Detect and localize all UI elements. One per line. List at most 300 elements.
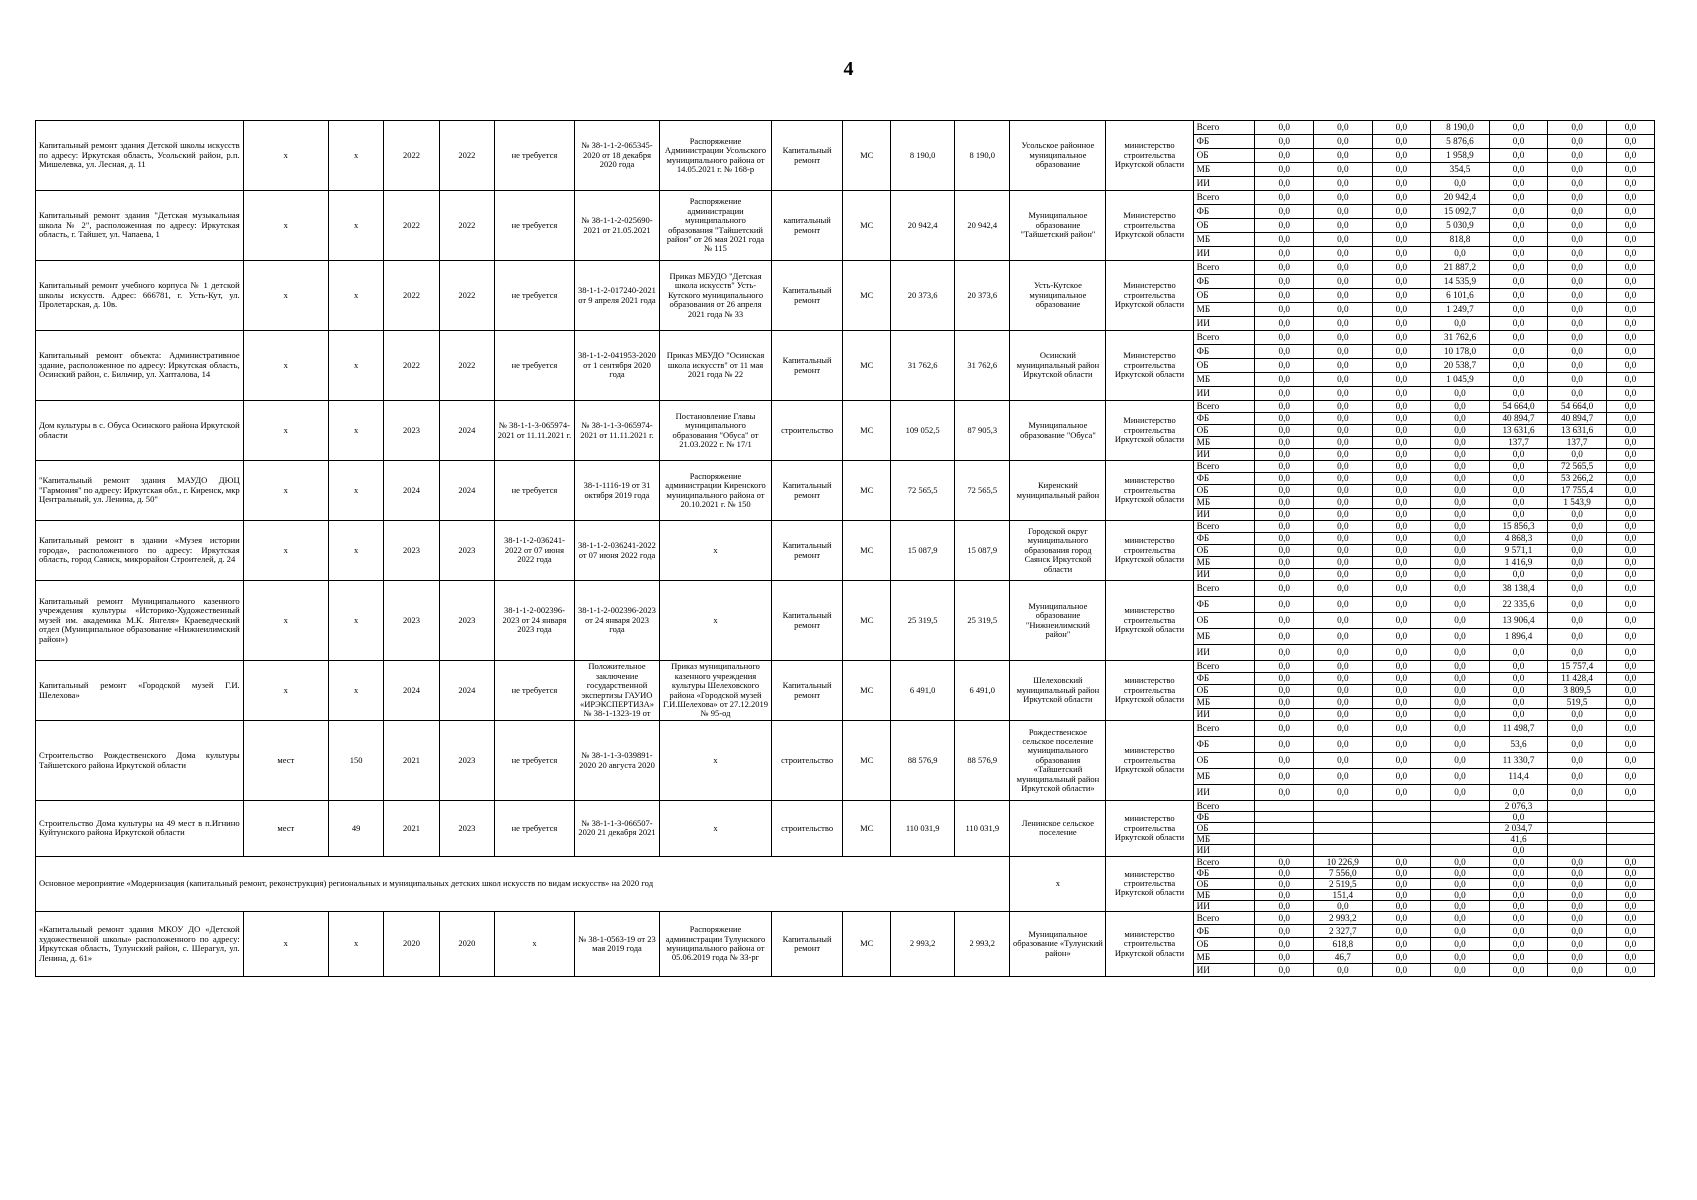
object-name: "Капитальный ремонт здания МАУДО ДЮЦ "Гармония" по адресу: Иркутская обл., г. Киренск, мкр Центральный, ул. Ленина, д. 50" [36, 461, 244, 521]
fin-value: 818,8 [1431, 233, 1490, 247]
section-title: Основное мероприятие «Модернизация (капитальный ремонт, реконструкция) региональных и муниципальных детских школ искусств по видам искусств» на 2020 год [36, 856, 1010, 912]
fin-value: 0,0 [1548, 317, 1607, 331]
fin-value [1548, 812, 1607, 823]
work-type: капитальный ремонт [771, 191, 842, 261]
fin-value: 0,0 [1489, 345, 1548, 359]
fin-value: 0,0 [1489, 925, 1548, 938]
fin-value: 0,0 [1606, 247, 1654, 261]
object-name: Капитальный ремонт в здании «Музея истории города», расположенного по адресу: Иркутская область, город Саянск, микрорайон Строителей, д. 24 [36, 521, 244, 581]
fin-value: 0,0 [1314, 233, 1373, 247]
fin-value: 0,0 [1372, 401, 1431, 413]
permit-cell: № 38-1-1-3-066507-2020 21 декабря 2021 [574, 801, 659, 857]
object-row [36, 912, 1655, 925]
fin-value: 0,0 [1314, 121, 1373, 135]
fin-value: 0,0 [1606, 303, 1654, 317]
remaining-cell: 88 576,9 [955, 721, 1010, 801]
fin-type: МБ [1193, 697, 1255, 709]
fin-value: 0,0 [1255, 121, 1314, 135]
fin-value: 0,0 [1548, 345, 1607, 359]
work-type: Капитальный ремонт [771, 121, 842, 191]
recipient-cell: Рождественское сельское поселение муниципального образования «Тайшетский муниципальный район Иркутской области» [1010, 721, 1106, 801]
fin-value [1606, 801, 1654, 812]
fin-value: 0,0 [1255, 721, 1314, 737]
fin-value: 0,0 [1548, 581, 1607, 597]
fin-value: 0,0 [1431, 867, 1490, 878]
fin-type: ФБ [1193, 812, 1255, 823]
fin-type: ИИ [1193, 247, 1255, 261]
decision-cell: Распоряжение администрации муниципального образования "Тайшетский район" от 26 мая 2021 года № 115 [660, 191, 772, 261]
fin-value: 0,0 [1548, 303, 1607, 317]
expertise-cell: 38-1-1-2-036241-2022 от 07 июня 2022 года [495, 521, 575, 581]
fin-value: 0,0 [1314, 449, 1373, 461]
remaining-cell: 15 087,9 [955, 521, 1010, 581]
fin-value: 137,7 [1489, 437, 1548, 449]
fin-value: 0,0 [1489, 889, 1548, 900]
expertise-cell: № 38-1-1-3-065974-2021 от 11.11.2021 г. [495, 401, 575, 461]
fin-value: 0,0 [1489, 856, 1548, 867]
fin-value: 0,0 [1372, 753, 1431, 769]
fin-value: 0,0 [1606, 461, 1654, 473]
fin-value: 0,0 [1314, 737, 1373, 753]
customer-cell: министерство строительства Иркутской области [1106, 661, 1193, 721]
fin-value: 54 664,0 [1548, 401, 1607, 413]
fin-value: 0,0 [1606, 233, 1654, 247]
fin-value: 8 190,0 [1431, 121, 1490, 135]
fin-value: 0,0 [1255, 247, 1314, 261]
fin-value: 0,0 [1255, 345, 1314, 359]
capacity-cell: x [328, 121, 383, 191]
fin-value: 0,0 [1606, 437, 1654, 449]
object-name: Капитальный ремонт Муниципального казенного учреждения культуры «Историко-Художественный музей им. академика М.К. Янгеля» Краеведческий отдел (Муниципальное образование «Нижнеилимский район») [36, 581, 244, 661]
fin-value: 0,0 [1255, 289, 1314, 303]
unit-cell: мест [243, 721, 328, 801]
cost-cell: 31 762,6 [891, 331, 955, 401]
remaining-cell: 20 373,6 [955, 261, 1010, 331]
object-name: Капитальный ремонт объекта: Административное здание, расположенное по адресу: Иркутская область, Осинский район, с. Бильчир, ул. Хапталова, 14 [36, 331, 244, 401]
fin-value: 0,0 [1489, 812, 1548, 823]
expertise-cell: не требуется [495, 261, 575, 331]
recipient-cell: Усть-Кутское муниципальное образование [1010, 261, 1106, 331]
fin-value [1314, 834, 1373, 845]
fin-value: 0,0 [1372, 149, 1431, 163]
recipient-cell: Муниципальное образование "Тайшетский район" [1010, 191, 1106, 261]
fin-value: 0,0 [1314, 545, 1373, 557]
recipient-cell: Осинский муниципальный район Иркутской области [1010, 331, 1106, 401]
fin-value [1431, 823, 1490, 834]
fin-value: 0,0 [1255, 233, 1314, 247]
fin-type: ФБ [1193, 473, 1255, 485]
fin-value: 0,0 [1548, 149, 1607, 163]
recipient-cell: Муниципальное образование "Нижнеилимский район" [1010, 581, 1106, 661]
fin-value: 11 330,7 [1489, 753, 1548, 769]
fin-value: 0,0 [1489, 951, 1548, 964]
fin-value: 0,0 [1372, 413, 1431, 425]
fin-value: 0,0 [1431, 856, 1490, 867]
recipient-cell: Усольское районное муниципальное образование [1010, 121, 1106, 191]
object-row [36, 191, 1655, 205]
fin-type: ОБ [1193, 823, 1255, 834]
fin-type: ИИ [1193, 709, 1255, 721]
permit-cell: № 38-1-1-3-039891-2020 20 августа 2020 [574, 721, 659, 801]
fin-type: Всего [1193, 121, 1255, 135]
fin-type: ФБ [1193, 205, 1255, 219]
fin-value [1372, 801, 1431, 812]
fin-value: 0,0 [1255, 303, 1314, 317]
fin-type: ФБ [1193, 925, 1255, 938]
fin-value: 0,0 [1255, 661, 1314, 673]
fin-type: ОБ [1193, 878, 1255, 889]
fin-value: 20 538,7 [1431, 359, 1490, 373]
ownership-cell: МС [843, 331, 891, 401]
fin-value: 0,0 [1606, 275, 1654, 289]
unit-cell: x [243, 261, 328, 331]
fin-value: 0,0 [1606, 135, 1654, 149]
fin-value [1431, 812, 1490, 823]
fin-value: 618,8 [1314, 938, 1373, 951]
fin-value: 0,0 [1314, 205, 1373, 219]
fin-value: 0,0 [1431, 247, 1490, 261]
object-row [36, 401, 1655, 413]
fin-value: 0,0 [1372, 964, 1431, 977]
capacity-cell: x [328, 331, 383, 401]
permit-cell: 38-1-1-2-041953-2020 от 1 сентября 2020 года [574, 331, 659, 401]
fin-value: 0,0 [1314, 485, 1373, 497]
fin-value: 0,0 [1314, 709, 1373, 721]
fin-type: ИИ [1193, 387, 1255, 401]
fin-value: 1 045,9 [1431, 373, 1490, 387]
fin-value: 0,0 [1606, 925, 1654, 938]
fin-value [1372, 812, 1431, 823]
fin-type: Всего [1193, 801, 1255, 812]
fin-value: 3 809,5 [1548, 685, 1607, 697]
fin-value: 0,0 [1489, 303, 1548, 317]
expertise-cell: не требуется [495, 331, 575, 401]
fin-value: 0,0 [1314, 597, 1373, 613]
remaining-cell: 87 905,3 [955, 401, 1010, 461]
fin-value: 0,0 [1255, 878, 1314, 889]
fin-value: 14 535,9 [1431, 275, 1490, 289]
end-year: 2022 [439, 191, 494, 261]
fin-value: 0,0 [1255, 461, 1314, 473]
fin-value: 0,0 [1548, 373, 1607, 387]
start-year: 2023 [384, 521, 439, 581]
fin-value: 0,0 [1431, 387, 1490, 401]
fin-value: 0,0 [1314, 721, 1373, 737]
fin-value: 151,4 [1314, 889, 1373, 900]
unit-cell: x [243, 581, 328, 661]
fin-value: 0,0 [1489, 645, 1548, 661]
investment-objects-table [35, 120, 1655, 977]
fin-value: 0,0 [1548, 925, 1607, 938]
permit-cell: № 38-1-1-2-025690-2021 от 21.05.2021 [574, 191, 659, 261]
remaining-cell: 8 190,0 [955, 121, 1010, 191]
fin-value: 0,0 [1431, 629, 1490, 645]
fin-type: МБ [1193, 951, 1255, 964]
fin-value: 0,0 [1372, 569, 1431, 581]
fin-value: 0,0 [1314, 473, 1373, 485]
end-year: 2022 [439, 261, 494, 331]
work-type: строительство [771, 721, 842, 801]
fin-value: 0,0 [1431, 473, 1490, 485]
fin-value [1314, 812, 1373, 823]
fin-value: 0,0 [1489, 685, 1548, 697]
fin-value: 0,0 [1489, 485, 1548, 497]
fin-value: 0,0 [1431, 533, 1490, 545]
fin-value: 0,0 [1314, 521, 1373, 533]
fin-value: 0,0 [1489, 373, 1548, 387]
ownership-cell: МС [843, 581, 891, 661]
fin-value: 0,0 [1314, 581, 1373, 597]
fin-value: 0,0 [1314, 900, 1373, 911]
object-row [36, 121, 1655, 135]
fin-value: 0,0 [1606, 345, 1654, 359]
fin-value: 0,0 [1489, 569, 1548, 581]
fin-type: Всего [1193, 191, 1255, 205]
fin-value: 0,0 [1431, 925, 1490, 938]
fin-value: 0,0 [1431, 509, 1490, 521]
fin-value: 0,0 [1314, 425, 1373, 437]
fin-value: 0,0 [1372, 425, 1431, 437]
fin-value: 0,0 [1548, 709, 1607, 721]
fin-value: 0,0 [1372, 233, 1431, 247]
fin-value: 0,0 [1489, 964, 1548, 977]
decision-cell: Постановление Главы муниципального образования "Обуса" от 21.03.2022 г. № 17/1 [660, 401, 772, 461]
fin-type: МБ [1193, 629, 1255, 645]
fin-value: 0,0 [1489, 359, 1548, 373]
expertise-cell: не требуется [495, 721, 575, 801]
fin-value: 0,0 [1314, 261, 1373, 275]
fin-value: 0,0 [1606, 856, 1654, 867]
fin-value: 0,0 [1489, 261, 1548, 275]
remaining-cell: 72 565,5 [955, 461, 1010, 521]
fin-value: 0,0 [1314, 533, 1373, 545]
fin-value: 0,0 [1606, 387, 1654, 401]
fin-value: 0,0 [1314, 401, 1373, 413]
fin-type: МБ [1193, 557, 1255, 569]
fin-value: 0,0 [1606, 163, 1654, 177]
fin-value: 0,0 [1548, 219, 1607, 233]
fin-value: 0,0 [1606, 413, 1654, 425]
expertise-cell: не требуется [495, 121, 575, 191]
cost-cell: 20 942,4 [891, 191, 955, 261]
capacity-cell: x [328, 661, 383, 721]
fin-value: 0,0 [1372, 889, 1431, 900]
fin-value: 0,0 [1606, 177, 1654, 191]
fin-value: 0,0 [1314, 317, 1373, 331]
fin-type: ФБ [1193, 413, 1255, 425]
work-type: Капитальный ремонт [771, 331, 842, 401]
fin-value: 0,0 [1489, 509, 1548, 521]
fin-value: 0,0 [1255, 709, 1314, 721]
fin-value: 0,0 [1431, 673, 1490, 685]
fin-value: 0,0 [1489, 177, 1548, 191]
fin-value: 0,0 [1489, 900, 1548, 911]
fin-value: 0,0 [1372, 661, 1431, 673]
fin-value [1255, 823, 1314, 834]
fin-value: 0,0 [1489, 785, 1548, 801]
fin-value: 0,0 [1489, 449, 1548, 461]
unit-cell: мест [243, 801, 328, 857]
fin-value: 0,0 [1255, 900, 1314, 911]
fin-value: 0,0 [1431, 413, 1490, 425]
cost-cell: 110 031,9 [891, 801, 955, 857]
fin-value: 0,0 [1606, 205, 1654, 219]
end-year: 2023 [439, 581, 494, 661]
recipient-cell: Муниципальное образование «Тулунский район» [1010, 912, 1106, 977]
fin-type: ОБ [1193, 938, 1255, 951]
fin-value: 0,0 [1489, 121, 1548, 135]
fin-value: 0,0 [1489, 878, 1548, 889]
fin-type: Всего [1193, 856, 1255, 867]
work-type: Капитальный ремонт [771, 461, 842, 521]
fin-type: МБ [1193, 303, 1255, 317]
fin-type: ИИ [1193, 845, 1255, 856]
object-row [36, 461, 1655, 473]
cost-cell: 6 491,0 [891, 661, 955, 721]
fin-value: 0,0 [1372, 135, 1431, 149]
fin-type: ОБ [1193, 753, 1255, 769]
fin-value: 0,0 [1372, 373, 1431, 387]
fin-value: 0,0 [1606, 497, 1654, 509]
fin-value: 0,0 [1372, 461, 1431, 473]
fin-value: 0,0 [1372, 485, 1431, 497]
capacity-cell: x [328, 401, 383, 461]
fin-value: 0,0 [1431, 661, 1490, 673]
fin-value: 0,0 [1314, 697, 1373, 709]
fin-type: ИИ [1193, 964, 1255, 977]
fin-value: 0,0 [1489, 387, 1548, 401]
fin-value: 0,0 [1548, 629, 1607, 645]
decision-cell: x [660, 521, 772, 581]
capacity-cell: x [328, 912, 383, 977]
fin-value: 0,0 [1372, 951, 1431, 964]
fin-value: 0,0 [1255, 737, 1314, 753]
fin-value: 0,0 [1431, 401, 1490, 413]
fin-value: 0,0 [1372, 163, 1431, 177]
object-name: Строительство Дома культуры на 49 мест в п.Игнино Куйтунского района Иркутской области [36, 801, 244, 857]
fin-value: 0,0 [1606, 473, 1654, 485]
fin-value: 0,0 [1255, 753, 1314, 769]
fin-value: 0,0 [1606, 569, 1654, 581]
fin-value: 0,0 [1606, 629, 1654, 645]
expertise-cell: не требуется [495, 801, 575, 857]
customer-cell: министерство строительства Иркутской области [1106, 521, 1193, 581]
fin-value: 15 856,3 [1489, 521, 1548, 533]
unit-cell: x [243, 461, 328, 521]
fin-type: МБ [1193, 163, 1255, 177]
fin-value [1372, 834, 1431, 845]
fin-value: 0,0 [1431, 597, 1490, 613]
fin-value: 137,7 [1548, 437, 1607, 449]
fin-value: 0,0 [1431, 425, 1490, 437]
fin-value: 0,0 [1372, 345, 1431, 359]
fin-value: 0,0 [1314, 275, 1373, 289]
fin-value: 0,0 [1255, 509, 1314, 521]
fin-value: 0,0 [1489, 191, 1548, 205]
cost-cell: 20 373,6 [891, 261, 955, 331]
fin-value: 0,0 [1548, 521, 1607, 533]
fin-value [1606, 845, 1654, 856]
fin-value: 0,0 [1606, 867, 1654, 878]
fin-value: 0,0 [1606, 219, 1654, 233]
end-year: 2023 [439, 521, 494, 581]
fin-value: 0,0 [1372, 509, 1431, 521]
fin-value: 0,0 [1372, 317, 1431, 331]
fin-type: МБ [1193, 497, 1255, 509]
fin-value: 1 896,4 [1489, 629, 1548, 645]
fin-value: 0,0 [1548, 289, 1607, 303]
fin-value: 0,0 [1255, 191, 1314, 205]
fin-value: 0,0 [1548, 247, 1607, 261]
fin-type: ОБ [1193, 685, 1255, 697]
fin-value: 0,0 [1255, 629, 1314, 645]
fin-value: 0,0 [1372, 521, 1431, 533]
work-type: строительство [771, 801, 842, 857]
fin-value: 0,0 [1548, 964, 1607, 977]
fin-value: 0,0 [1372, 912, 1431, 925]
fin-value: 0,0 [1606, 149, 1654, 163]
fin-value: 0,0 [1255, 925, 1314, 938]
fin-type: ИИ [1193, 785, 1255, 801]
fin-value: 0,0 [1255, 645, 1314, 661]
start-year: 2024 [384, 461, 439, 521]
permit-cell: 38-1-1-2-036241-2022 от 07 июня 2022 года [574, 521, 659, 581]
fin-type: ОБ [1193, 613, 1255, 629]
ownership-cell: МС [843, 521, 891, 581]
fin-value: 0,0 [1548, 900, 1607, 911]
fin-value: 0,0 [1548, 597, 1607, 613]
capacity-cell: x [328, 191, 383, 261]
fin-value: 0,0 [1548, 177, 1607, 191]
fin-value: 0,0 [1606, 289, 1654, 303]
fin-value: 0,0 [1314, 785, 1373, 801]
work-type: строительство [771, 401, 842, 461]
object-name: Строительство Рождественского Дома культуры Тайшетского района Иркутской области [36, 721, 244, 801]
fin-value: 2 519,5 [1314, 878, 1373, 889]
fin-value: 0,0 [1431, 685, 1490, 697]
fin-value: 0,0 [1548, 737, 1607, 753]
ownership-cell: МС [843, 191, 891, 261]
fin-value: 0,0 [1606, 951, 1654, 964]
fin-value: 0,0 [1431, 709, 1490, 721]
fin-value: 0,0 [1606, 509, 1654, 521]
fin-value: 0,0 [1606, 721, 1654, 737]
end-year: 2024 [439, 461, 494, 521]
cost-cell: 88 576,9 [891, 721, 955, 801]
recipient-cell: Городской округ муниципального образования город Саянск Иркутской области [1010, 521, 1106, 581]
recipient-cell: Киренский муниципальный район [1010, 461, 1106, 521]
fin-value: 0,0 [1548, 191, 1607, 205]
fin-value: 0,0 [1314, 359, 1373, 373]
fin-value: 0,0 [1255, 569, 1314, 581]
fin-value: 0,0 [1431, 951, 1490, 964]
fin-value: 72 565,5 [1548, 461, 1607, 473]
object-row [36, 801, 1655, 812]
start-year: 2022 [384, 261, 439, 331]
start-year: 2022 [384, 121, 439, 191]
fin-value: 0,0 [1606, 401, 1654, 413]
fin-value: 0,0 [1606, 889, 1654, 900]
fin-value [1255, 801, 1314, 812]
fin-value [1255, 834, 1314, 845]
fin-value: 0,0 [1255, 177, 1314, 191]
recipient-cell: Муниципальное образование "Обуса" [1010, 401, 1106, 461]
fin-value: 0,0 [1255, 331, 1314, 345]
fin-value: 0,0 [1314, 461, 1373, 473]
fin-value: 0,0 [1606, 121, 1654, 135]
fin-value: 1 416,9 [1489, 557, 1548, 569]
fin-value: 0,0 [1372, 581, 1431, 597]
